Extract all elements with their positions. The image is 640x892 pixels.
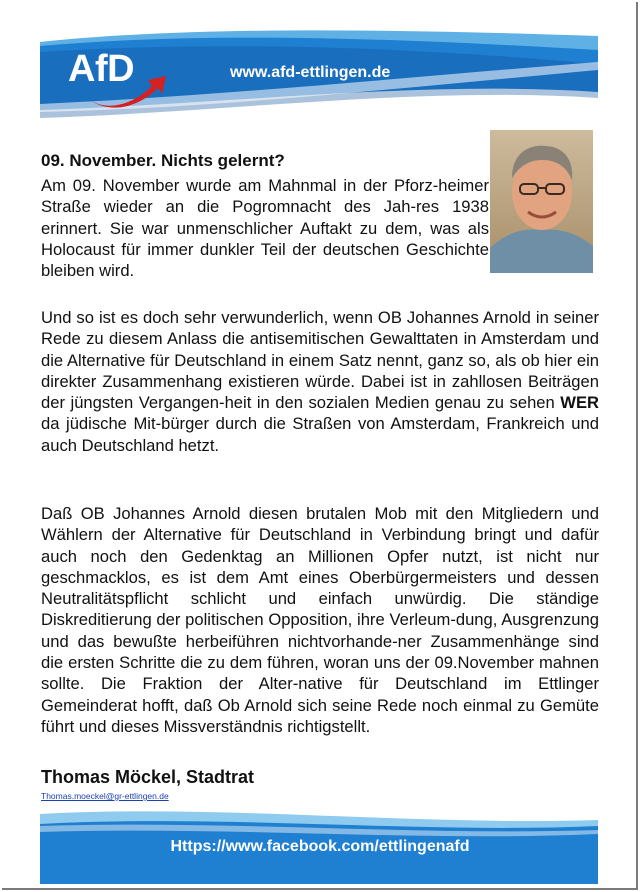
emphasis-text: WER bbox=[560, 393, 599, 413]
afd-logo: AfD bbox=[68, 48, 135, 90]
article-paragraph: Daß OB Johannes Arnold diesen brutalen Mob mit den Mitgliedern und Wählern der Alternative für Deutschland in Verbindung bringt und dafür auch noch den Gedenktag an Millionen Opfer nutzt, ist nicht nur geschmacklos, es ist dem Amt eines Oberbürgermeisters und dessen Neutralitätspflicht schlicht und einfach unwürdig. Die ständige Diskreditierung der politischen Opposition, ihre Verleum-dung, Ausgrenzung und das bewußte herbeiführen nichtvorhande-ner Zusammenhänge sind die ersten Schritte die zu dem führen, woran uns der 09.November mahnen sollte. Die Fraktion der Alter-native für Deutschland im Ettlinger Gemeinderat hofft, daß Ob Arnold sich seine Rede noch einmal zu Gemüte führt und dieses Missverständnis richtigstellt. bbox=[41, 504, 599, 736]
author-signature: Thomas Möckel, Stadtrat bbox=[41, 767, 255, 787]
article-paragraph bbox=[41, 307, 599, 456]
article-paragraph: Am 09. November wurde am Mahnmal in der Pforz-heimer Straße wieder an die Pogromnacht des Jah-res 1938 erinnert. Sie war unmenschlicher Auftakt zu dem, was als Holocaust für immer dunkler Teil der deutschen Geschichte bleiben wird. bbox=[41, 176, 489, 281]
author-email-link[interactable]: Thomas.moeckel@gr-ettlingen.de bbox=[41, 791, 169, 801]
header-website-link[interactable]: www.afd-ettlingen.de bbox=[230, 64, 391, 81]
article-text: Und so ist es doch sehr verwunderlich, wenn OB Johannes Arnold in seiner Rede zu diesem Anlass die antisemitischen Gewalttaten in Amsterdam und die Alternative für Deutschland in einem Satz nennt, ganz so, als ob hier ein direkter Zusammenhang existieren würde. Dabei ist in zahllosen Beiträgen der jüngsten Vergangen-heit in den sozialen Medien genau zu sehen bbox=[41, 308, 599, 413]
article-title: 09. November. Nichts gelernt? bbox=[41, 151, 285, 170]
article-text: da jüdische Mit-bürger durch die Straßen von Amsterdam, Frankreich und auch Deutschland hetzt. bbox=[41, 414, 599, 455]
afd-logo-arrow-icon bbox=[86, 64, 176, 112]
footer-facebook-link[interactable]: Https://www.facebook.com/ettlingenafd bbox=[170, 838, 470, 855]
portrait-photo bbox=[490, 130, 593, 273]
